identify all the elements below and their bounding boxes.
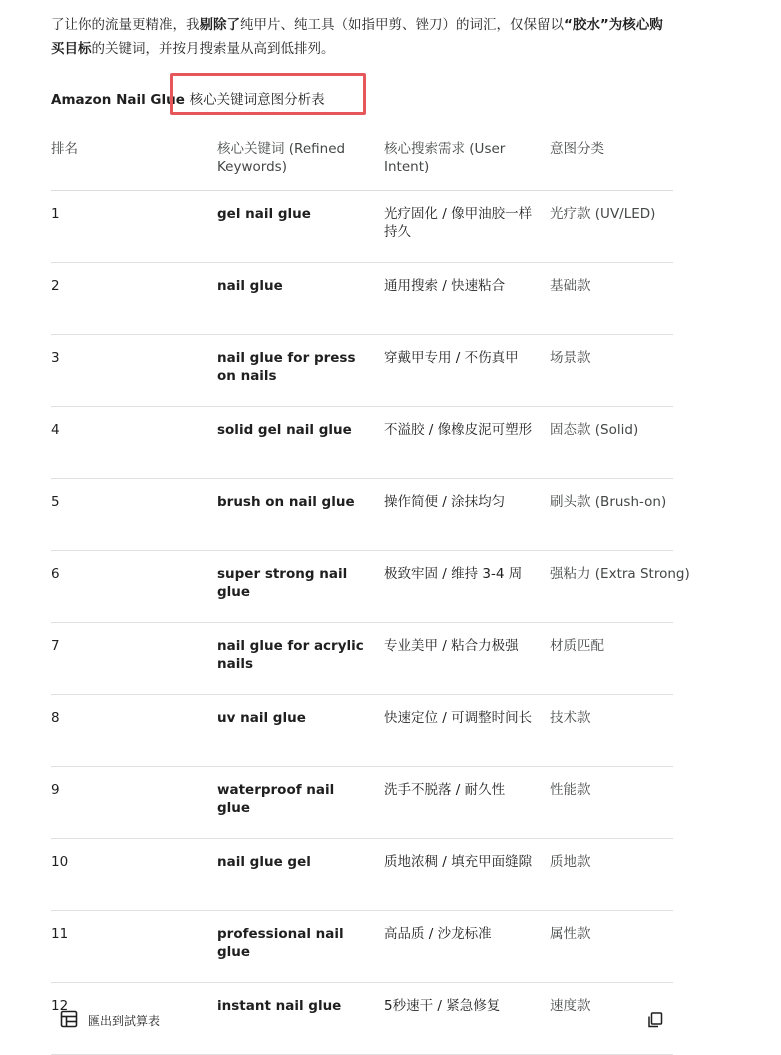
table-row <box>51 335 673 407</box>
header-keyword: 核心关键词 (Refined Keywords) <box>217 132 384 191</box>
table-row <box>51 191 673 263</box>
cell-intent: 极致牢固 / 维持 3-4 周 <box>384 551 550 623</box>
cell-category: 强粘力 (Extra Strong) <box>550 551 673 623</box>
cell-category: 光疗款 (UV/LED) <box>550 191 673 263</box>
cell-rank: 8 <box>51 695 217 767</box>
cell-keyword: instant nail glue <box>217 983 384 1055</box>
table-title-en: Amazon Nail Glue <box>51 92 185 108</box>
cell-category: 速度款 <box>550 983 673 1055</box>
cell-category: 性能款 <box>550 767 673 839</box>
table-row <box>51 911 673 983</box>
table-row <box>51 839 673 911</box>
intro-text: 纯甲片、纯工具（如指甲剪、锉刀）的词汇，仅保留以 <box>240 17 564 33</box>
cell-keyword: gel nail glue <box>217 191 384 263</box>
keyword-table <box>51 132 690 1055</box>
keyword-table-container[interactable] <box>51 132 690 1055</box>
cell-rank: 3 <box>51 335 217 407</box>
table-row <box>51 479 673 551</box>
cell-keyword: brush on nail glue <box>217 479 384 551</box>
table-icon <box>60 1010 78 1031</box>
cell-intent: 高品质 / 沙龙标准 <box>384 911 550 983</box>
cell-intent: 5秒速干 / 紧急修复 <box>384 983 550 1055</box>
cell-rank: 7 <box>51 623 217 695</box>
cell-category: 质地款 <box>550 839 673 911</box>
cell-category: 基础款 <box>550 263 673 335</box>
cell-rank: 6 <box>51 551 217 623</box>
table-footer-toolbar <box>51 1008 676 1034</box>
cell-intent: 快速定位 / 可调整时间长 <box>384 695 550 767</box>
intro-text-bold: “胶水”为核心购买目标 <box>51 17 663 57</box>
cell-category: 材质匹配 <box>550 623 673 695</box>
highlight-annotation-box <box>170 73 366 115</box>
copy-icon[interactable] <box>646 1011 664 1029</box>
cell-intent: 穿戴甲专用 / 不伤真甲 <box>384 335 550 407</box>
table-header-row <box>51 132 673 191</box>
cell-intent: 光疗固化 / 像甲油胶一样持久 <box>384 191 550 263</box>
table-row <box>51 551 673 623</box>
intro-text-bold: 剔除了 <box>199 17 240 33</box>
cell-keyword: nail glue for acrylic nails <box>217 623 384 695</box>
table-row <box>51 263 673 335</box>
cell-intent: 质地浓稠 / 填充甲面缝隙 <box>384 839 550 911</box>
intro-text: 了让你的流量更精准，我 <box>51 17 200 33</box>
cell-keyword: waterproof nail glue <box>217 767 384 839</box>
cell-keyword: uv nail glue <box>217 695 384 767</box>
cell-rank: 4 <box>51 407 217 479</box>
cell-rank: 9 <box>51 767 217 839</box>
header-intent: 核心搜索需求 (User Intent) <box>384 132 550 191</box>
cell-keyword: nail glue for press on nails <box>217 335 384 407</box>
cell-category: 固态款 (Solid) <box>550 407 673 479</box>
cell-intent: 操作简便 / 涂抹均匀 <box>384 479 550 551</box>
cell-keyword: nail glue <box>217 263 384 335</box>
cell-category: 刷头款 (Brush-on) <box>550 479 673 551</box>
cell-rank: 1 <box>51 191 217 263</box>
export-to-sheets-button[interactable] <box>60 1010 160 1031</box>
cell-category: 技术款 <box>550 695 673 767</box>
header-rank: 排名 <box>51 132 217 191</box>
cell-intent: 通用搜索 / 快速粘合 <box>384 263 550 335</box>
intro-text: 的关键词，并按月搜索量从高到低排列。 <box>91 41 335 57</box>
table-row <box>51 623 673 695</box>
cell-rank: 11 <box>51 911 217 983</box>
cell-intent: 专业美甲 / 粘合力极强 <box>384 623 550 695</box>
cell-keyword: professional nail glue <box>217 911 384 983</box>
cell-category: 属性款 <box>550 911 673 983</box>
cell-category: 场景款 <box>550 335 673 407</box>
cell-keyword: solid gel nail glue <box>217 407 384 479</box>
header-category: 意图分类 <box>550 132 673 191</box>
intro-paragraph <box>51 13 676 61</box>
cell-rank: 10 <box>51 839 217 911</box>
cell-keyword: super strong nail glue <box>217 551 384 623</box>
cell-intent: 洗手不脱落 / 耐久性 <box>384 767 550 839</box>
table-row <box>51 695 673 767</box>
cell-rank: 2 <box>51 263 217 335</box>
export-label: 匯出到試算表 <box>88 1014 161 1028</box>
table-row <box>51 407 673 479</box>
cell-intent: 不溢胶 / 像橡皮泥可塑形 <box>384 407 550 479</box>
cell-keyword: nail glue gel <box>217 839 384 911</box>
table-row <box>51 767 673 839</box>
cell-rank: 5 <box>51 479 217 551</box>
cell-rank: 12 <box>51 983 217 1055</box>
table-title-cn: 核心关键词意图分析表 <box>189 92 325 108</box>
